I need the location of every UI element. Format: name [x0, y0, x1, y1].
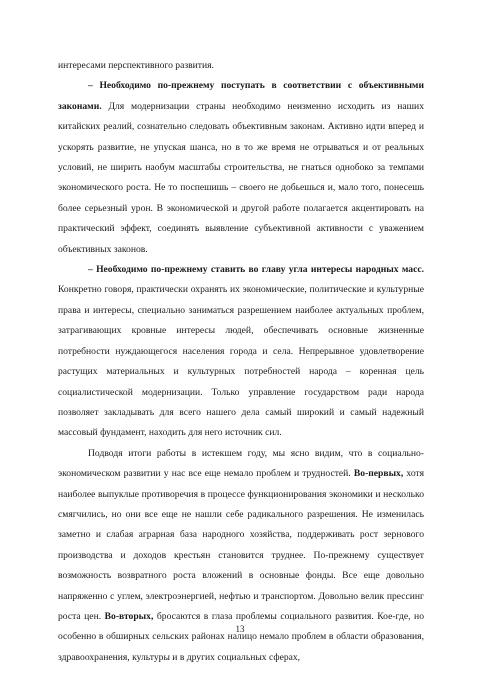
paragraph	[58, 76, 424, 260]
bold-run: Во-вторых,	[104, 610, 154, 622]
bold-heading-run: – Необходимо по-прежнему ставить во главу угла интересы народных масс.	[88, 264, 424, 276]
text-run: Конкретно говоря, практически охранять их экономические, политические и культурные права и интересы, специально заниматься разрешением наиболее актуальных проблем, затрагивающих кровные интересы людей, обеспечивать основные жизненные потребности нуждающегося населения города и села. Непрерывное удовлетворение растущих материальных и культурных потребностей народа – коренная цель социалистической модернизации. Только управление государством ради народа позволяет закладывать для всего нашего дела самый широкий и самый надежный массовый фундамент, находить для него источник сил.	[58, 284, 424, 439]
page-number: 13	[235, 624, 245, 634]
paragraph	[58, 260, 424, 444]
text-run: интересами перспективного развития.	[58, 60, 214, 71]
text-run: бросаются в глаза проблемы социального развития. Кое-где, но особенно в обширных сельских районах налицо немало проблем в области образования, здравоохранения, культуры и в других социальных сферах,	[58, 610, 424, 663]
text-run: Для модернизации страны необходимо неизменно исходить из наших китайских реалий, сознательно следовать объективным законам. Активно идти вперед и ускорять развитие, не упуская шанса, но в то же время не отрываться и от реальных условий, не ширить наобум масштабы строительства, не гнаться однобоко за темпами экономического роста. Не то поспешишь – своего не добьешься и, мало того, понесешь более серьезный урон. В экономической и другой работе полагается акцентировать на практический эффект, соединять выявление субъективной активности с уважением объективных законов.	[58, 100, 424, 255]
text-run: хотя наиболее выпуклые противоречия в процессе функционирования экономики и несколько смягчились, но они все еще не нашли себе радикального разрешения. Не изменилась заметно и слабая аграрная база народного хозяйства, поддерживать рост зернового производства и доходов крестьян становится труднее. По-прежнему существует возможность возвратного роста вложений в основные фонды. Все еще довольно напряженно с углем, электроэнергией, нефтью и транспортом. Довольно велик прессинг роста цен.	[58, 468, 425, 622]
text-run: Подводя итоги работы в истекшем году, мы ясно видим, что в социально-экономическом развитии у нас все еще немало проблем и трудностей.	[58, 447, 424, 480]
bold-run: Во-первых,	[353, 468, 404, 480]
paragraph	[58, 444, 424, 668]
paragraph	[58, 56, 424, 76]
document-body	[58, 56, 424, 668]
bold-heading-run: – Необходимо по-прежнему поступать в соответствии с объективными законами.	[58, 80, 424, 112]
